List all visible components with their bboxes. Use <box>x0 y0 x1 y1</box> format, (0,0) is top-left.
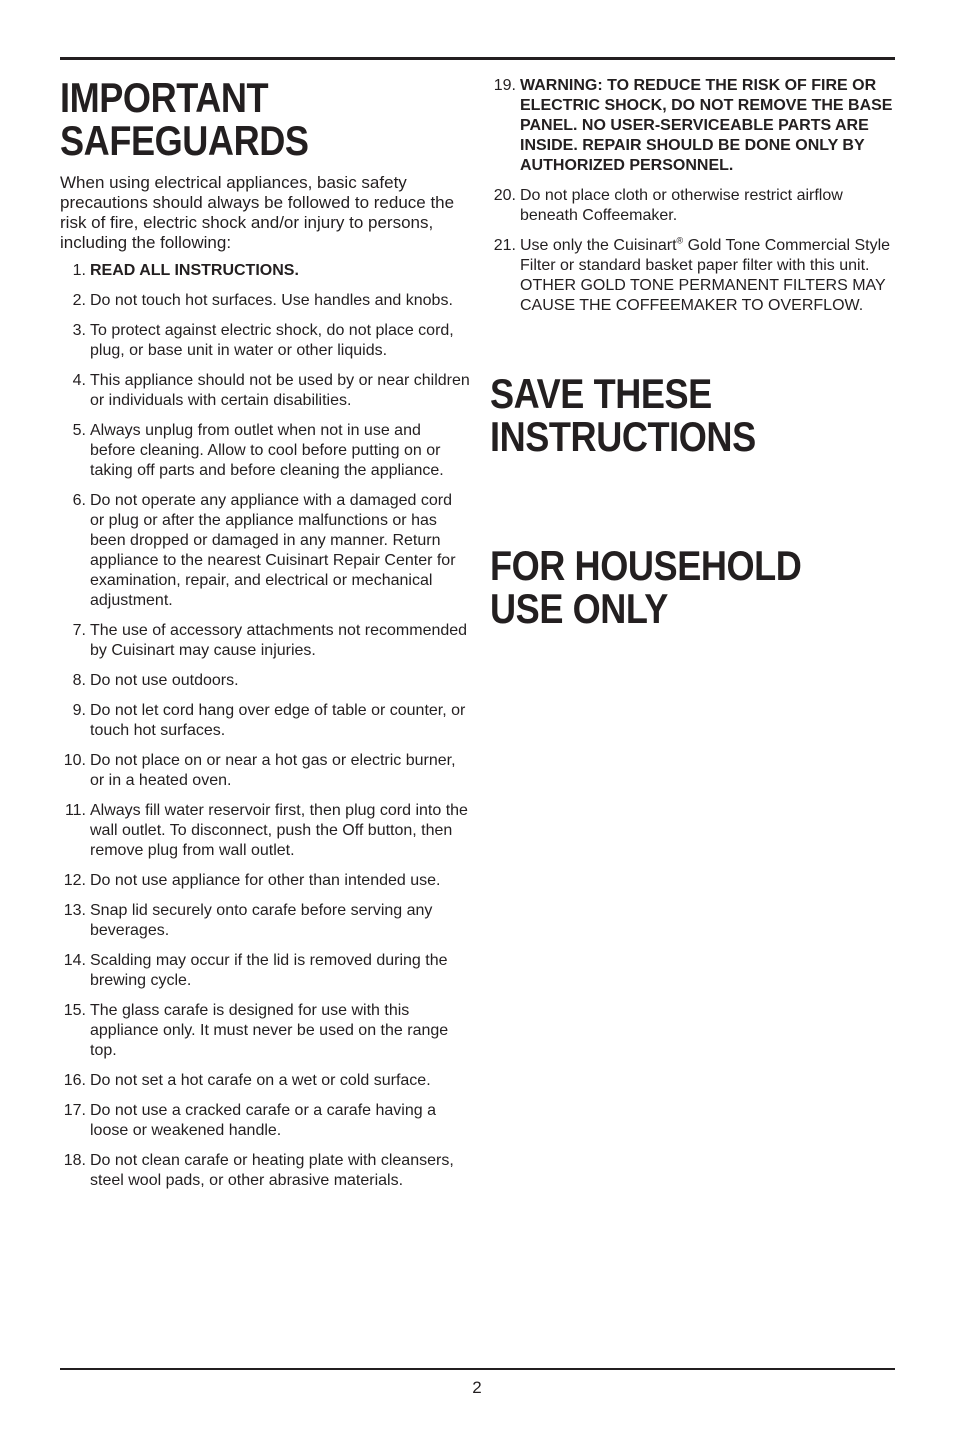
list-item-text: Do not touch hot surfaces. Use handles and knobs. <box>90 292 453 309</box>
list-item-text: Do not clean carafe or heating plate with cleansers, steel wool pads, or other abrasive materials. <box>90 1152 454 1189</box>
list-item-text: Do not use outdoors. <box>90 672 239 689</box>
list-item-number: 7. <box>72 622 86 639</box>
safeguards-heading <box>60 76 349 162</box>
list-item-text: Do not operate any appliance with a damaged cord or plug or after the appliance malfunctions or has been dropped or damaged in any manner. Return appliance to the nearest Cuisinart Repair Center for examination, repair, and electrical or mechanical adjustment. <box>90 492 456 609</box>
list-item-8 <box>60 671 470 691</box>
intro-paragraph: When using electrical appliances, basic safety precautions should always be followed to reduce the risk of fire, electric shock and/or injury to persons, including the following: <box>60 173 455 252</box>
safeguards-list <box>60 261 470 1201</box>
list-item-number: 14. <box>63 952 86 969</box>
list-item-12 <box>60 871 470 891</box>
list-item-number: 9. <box>72 702 86 719</box>
list-item-text: Do not let cord hang over edge of table or counter, or touch hot surfaces. <box>90 702 466 739</box>
list-item-number: 1. <box>72 262 86 279</box>
list-item-number: 15. <box>63 1002 86 1019</box>
list-item-number: 16. <box>63 1072 86 1089</box>
list-item-9 <box>60 701 470 741</box>
list-item-number: 10. <box>63 752 86 769</box>
list-item-20 <box>490 186 895 226</box>
list-item-5 <box>60 421 470 481</box>
safeguards-heading-line1: IMPORTANT <box>60 74 269 121</box>
top-rule <box>60 57 895 60</box>
safeguards-list-continued <box>490 76 895 316</box>
list-item-number: 13. <box>63 902 86 919</box>
list-item-4 <box>60 371 470 411</box>
list-item-7 <box>60 621 470 661</box>
list-item-text: Snap lid securely onto carafe before serving any beverages. <box>90 902 433 939</box>
list-item-text: Scalding may occur if the lid is removed during the brewing cycle. <box>90 952 448 989</box>
household-heading-line2: USE ONLY <box>490 585 668 632</box>
list-item-number: 3. <box>72 322 86 339</box>
list-item-14 <box>60 951 470 991</box>
list-item-10 <box>60 751 470 791</box>
list-item-text: Do not use appliance for other than intended use. <box>90 872 441 889</box>
list-item-number: 4. <box>72 372 86 389</box>
list-item-text: Always unplug from outlet when not in use and before cleaning. Allow to cool before putting on or taking off parts and before cleaning the appliance. <box>90 422 444 479</box>
save-heading-line2: INSTRUCTIONS <box>490 413 756 460</box>
list-item-number: 12. <box>63 872 86 889</box>
list-item-3 <box>60 321 470 361</box>
list-item-19 <box>490 76 895 176</box>
household-heading-line1: FOR HOUSEHOLD <box>490 542 802 589</box>
list-item-number: 18. <box>63 1152 86 1169</box>
safeguards-heading-line2: SAFEGUARDS <box>60 117 309 164</box>
list-item-21 <box>490 236 895 316</box>
list-item-number: 11. <box>64 802 86 819</box>
list-item-11 <box>60 801 470 861</box>
bottom-rule <box>60 1368 895 1370</box>
list-item-number: 19. <box>493 77 516 94</box>
list-item-6 <box>60 491 470 611</box>
list-item-1 <box>60 261 470 281</box>
save-instructions-heading <box>490 372 799 458</box>
list-item-text: The glass carafe is designed for use with this appliance only. It must never be used on the range top. <box>90 1002 449 1059</box>
list-item-number: 2. <box>72 292 86 309</box>
list-item-text: Always fill water reservoir first, then plug cord into the wall outlet. To disconnect, push the Off button, then remove plug from wall outlet. <box>90 802 468 859</box>
save-heading-line1: SAVE THESE <box>490 370 712 417</box>
list-item-number: 8. <box>72 672 86 689</box>
list-item-number: 6. <box>72 492 86 509</box>
list-item-text: Use only the Cuisinart <box>520 237 677 254</box>
list-item-text-continued: Gold Tone Commercial Style Filter or standard basket paper filter with this unit. OTHER GOLD TONE PERMANENT FILTERS MAY CAUSE THE COFFEEMAKER TO OVERFLOW. <box>520 237 891 314</box>
list-item-13 <box>60 901 470 941</box>
list-item-15 <box>60 1001 470 1061</box>
page-number: 2 <box>472 1378 482 1397</box>
list-item-text: Do not place on or near a hot gas or electric burner, or in a heated oven. <box>90 752 456 789</box>
list-item-text: Do not use a cracked carafe or a carafe having a loose or weakened handle. <box>90 1102 436 1139</box>
list-item-number: 21. <box>493 237 516 254</box>
list-item-text: This appliance should not be used by or near children or individuals with certain disabilities. <box>90 372 470 409</box>
list-item-16 <box>60 1071 470 1091</box>
list-item-text: Do not set a hot carafe on a wet or cold surface. <box>90 1072 431 1089</box>
list-item-17 <box>60 1101 470 1141</box>
list-item-text: WARNING: TO REDUCE THE RISK OF FIRE OR ELECTRIC SHOCK, DO NOT REMOVE THE BASE PANEL. NO USER-SERVICEABLE PARTS ARE INSIDE. REPAIR SHOULD BE DONE ONLY BY AUTHORIZED PERSONNEL. <box>520 77 893 174</box>
list-item-number: 5. <box>72 422 86 439</box>
list-item-18 <box>60 1151 470 1191</box>
list-item-text: Do not place cloth or otherwise restrict airflow beneath Coffeemaker. <box>520 187 843 224</box>
household-use-heading <box>490 544 852 630</box>
list-item-2 <box>60 291 470 311</box>
list-item-number: 20. <box>493 187 516 204</box>
list-item-number: 17. <box>63 1102 86 1119</box>
list-item-text: READ ALL INSTRUCTIONS. <box>90 262 299 279</box>
list-item-text: The use of accessory attachments not recommended by Cuisinart may cause injuries. <box>90 622 468 659</box>
list-item-text: To protect against electric shock, do not place cord, plug, or base unit in water or other liquids. <box>90 322 454 359</box>
registered-mark: ® <box>676 235 684 246</box>
